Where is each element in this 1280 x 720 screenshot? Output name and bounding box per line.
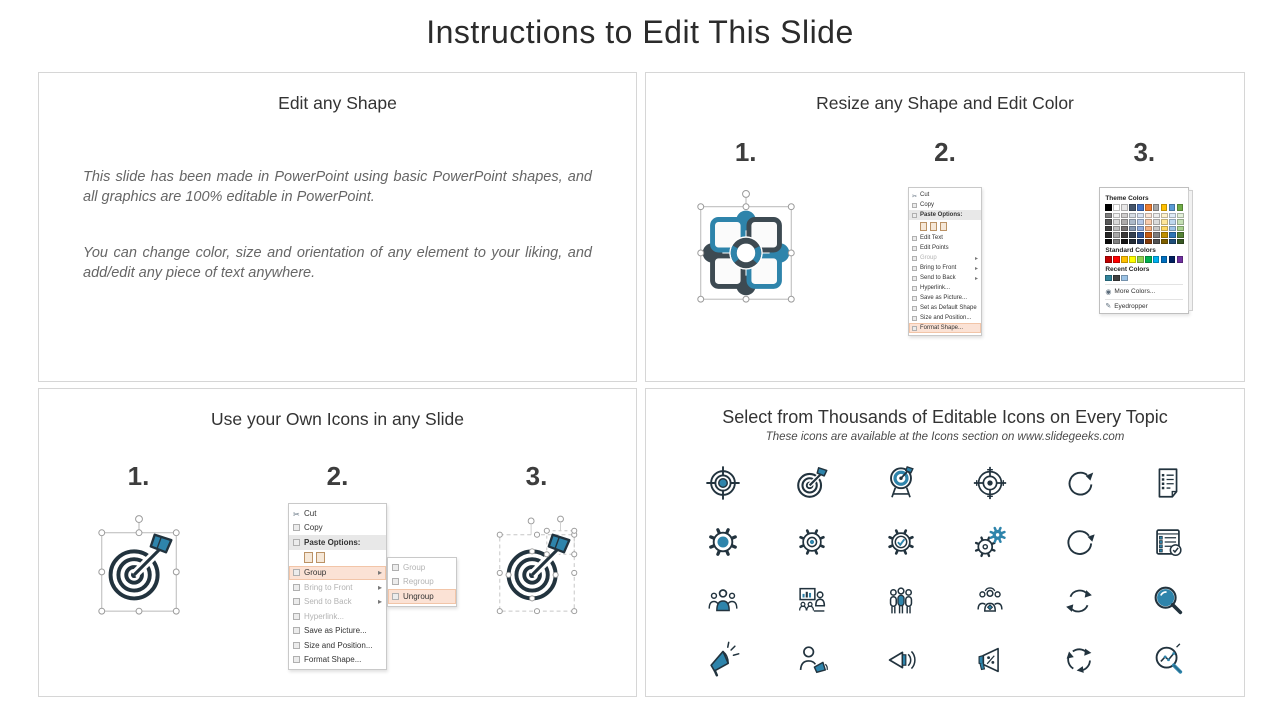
color-swatch[interactable]	[1105, 256, 1111, 263]
icon-library-title: Select from Thousands of Editable Icons on Every Topic	[722, 407, 1168, 427]
menu-item-copy[interactable]: Copy	[289, 521, 386, 536]
target-focus-icon[interactable]	[703, 463, 743, 503]
submenu-arrow-icon: ▸	[974, 265, 978, 272]
menu-item-size-and-position[interactable]: Size and Position...	[909, 313, 981, 323]
color-swatch[interactable]	[1105, 232, 1112, 238]
promoter-person-icon[interactable]	[792, 640, 832, 680]
paste-option-icon[interactable]	[930, 222, 937, 231]
edit-points-icon	[912, 246, 917, 251]
menu-item-send-to-back[interactable]: Send to Back ▸	[289, 595, 386, 610]
process-cycle-icon[interactable]	[1059, 640, 1099, 680]
team-discussion-icon[interactable]	[970, 581, 1010, 621]
loudspeaker-icon[interactable]	[881, 640, 921, 680]
group-icon	[293, 569, 300, 576]
staff-group-icon[interactable]	[881, 581, 921, 621]
size-and-position-icon	[912, 316, 917, 321]
menu-item-paste-options[interactable]: Paste Options:	[289, 535, 386, 550]
color-swatch[interactable]	[1137, 232, 1144, 238]
paste-options-icon	[912, 213, 917, 218]
copy-icon	[912, 203, 917, 208]
submenu-arrow-icon: ▸	[377, 597, 382, 607]
magnifier-icon[interactable]	[1148, 581, 1188, 621]
menu-item-hyperlink[interactable]: Hyperlink...	[909, 283, 981, 293]
menu-item-size-and-position[interactable]: Size and Position...	[289, 638, 386, 653]
color-swatch[interactable]	[1121, 232, 1128, 238]
target-icon-ungrouped[interactable]	[488, 509, 586, 634]
target-crosshair-icon[interactable]	[970, 463, 1010, 503]
color-swatch[interactable]	[1161, 256, 1167, 263]
color-swatch[interactable]	[1177, 239, 1184, 245]
more-colors-item[interactable]: ◉ More Colors...	[1105, 284, 1183, 296]
menu-item-copy[interactable]: Copy	[909, 200, 981, 210]
color-swatch[interactable]	[1161, 232, 1168, 238]
team-meeting-icon[interactable]	[703, 581, 743, 621]
color-swatch[interactable]	[1153, 219, 1160, 225]
gear-check-icon[interactable]	[881, 522, 921, 562]
color-swatch[interactable]	[1169, 219, 1176, 225]
color-swatch[interactable]	[1137, 256, 1143, 263]
color-swatch[interactable]	[1161, 219, 1168, 225]
resize-step-3	[1045, 137, 1244, 336]
rotate-arrow-icon[interactable]	[1059, 463, 1099, 503]
menu-item-group[interactable]: Group ▸	[909, 253, 981, 263]
menu-item-paste-options[interactable]: Paste Options:	[909, 210, 981, 220]
hyperlink-icon	[293, 613, 300, 620]
color-swatch[interactable]	[1129, 213, 1136, 219]
target-dart-icon[interactable]	[792, 463, 832, 503]
color-swatch[interactable]	[1137, 213, 1144, 219]
send-to-back-icon	[293, 598, 300, 605]
paste-option-icon[interactable]	[940, 222, 947, 231]
color-swatch[interactable]	[1153, 213, 1160, 219]
color-swatch[interactable]	[1177, 226, 1184, 232]
step-number-2: 2.	[934, 137, 956, 167]
announcement-megaphone-icon[interactable]	[703, 640, 743, 680]
menu-item-edit-points[interactable]: Edit Points	[909, 243, 981, 253]
theme-colors-label: Theme Colors	[1105, 195, 1149, 202]
discount-announcement-icon[interactable]	[970, 640, 1010, 680]
slide-title: Instructions to Edit This Slide	[426, 14, 854, 50]
menu-item-format-shape[interactable]: Format Shape...	[289, 653, 386, 668]
color-swatch[interactable]	[1169, 204, 1175, 211]
shape-context-menu	[908, 187, 982, 336]
color-swatch[interactable]	[1153, 256, 1159, 263]
gear-pair-icon[interactable]	[970, 522, 1010, 562]
color-swatch[interactable]	[1121, 239, 1128, 245]
color-swatch[interactable]	[1113, 275, 1120, 282]
color-swatch[interactable]	[1113, 239, 1120, 245]
set-as-default-shape-icon	[912, 306, 917, 311]
paste-options-icons[interactable]	[289, 550, 386, 566]
step-number-1: 1.	[127, 461, 150, 491]
color-swatch[interactable]	[1145, 256, 1151, 263]
color-swatch[interactable]	[1105, 213, 1112, 219]
send-to-back-icon	[912, 276, 917, 281]
color-swatch[interactable]	[1121, 213, 1128, 219]
color-swatch[interactable]	[1177, 232, 1184, 238]
submenu-arrow-icon: ▸	[974, 275, 978, 282]
own-icons-step-2	[238, 461, 437, 670]
paste-option-icon[interactable]	[920, 222, 927, 231]
scissors-icon: ✂	[911, 193, 918, 200]
submenu-arrow-icon: ▸	[377, 582, 382, 592]
save-as-picture-icon	[293, 627, 300, 634]
menu-item-save-as-picture[interactable]: Save as Picture...	[289, 624, 386, 639]
color-swatch[interactable]	[1169, 213, 1176, 219]
color-swatch[interactable]	[1161, 226, 1168, 232]
paste-options-icons[interactable]	[909, 220, 981, 233]
color-swatch[interactable]	[1137, 226, 1144, 232]
color-swatch[interactable]	[1169, 226, 1176, 232]
color-swatch[interactable]	[1177, 204, 1183, 211]
panel-resize-shape	[645, 72, 1245, 382]
bring-to-front-icon	[293, 584, 300, 591]
color-swatch[interactable]	[1169, 239, 1176, 245]
presentation-training-icon[interactable]	[792, 581, 832, 621]
bring-to-front-icon	[912, 266, 917, 271]
save-as-picture-icon	[912, 296, 917, 301]
recent-colors-label: Recent Colors	[1105, 265, 1150, 273]
color-swatch[interactable]	[1129, 256, 1135, 263]
step-number-1: 1.	[734, 137, 757, 167]
theme-colors-row	[1105, 204, 1183, 211]
color-swatch[interactable]	[1161, 213, 1168, 219]
color-swatch[interactable]	[1113, 256, 1119, 263]
copy-icon	[293, 524, 300, 531]
step-number-2: 2.	[326, 461, 349, 491]
resize-step-1	[646, 137, 845, 336]
color-swatch[interactable]	[1121, 256, 1127, 263]
color-swatch[interactable]	[1129, 219, 1136, 225]
format-shape-icon	[912, 326, 917, 331]
sync-arrows-icon[interactable]	[1059, 581, 1099, 621]
submenu-arrow-icon: ▸	[377, 568, 382, 578]
resize-steps	[646, 137, 1244, 336]
color-swatch[interactable]	[1113, 213, 1120, 219]
format-shape-icon	[293, 656, 300, 663]
paste-options-icon	[293, 539, 300, 546]
panel-edit-shape	[38, 72, 637, 382]
edit-shape-paragraph-2: You can change color, size and orientation of any element to your liking, and add/edit any piece of text anywhere.	[83, 245, 592, 281]
standard-colors-row	[1105, 256, 1183, 263]
color-swatch[interactable]	[1105, 226, 1112, 232]
menu-item-cut[interactable]: ✂ Cut	[293, 508, 317, 519]
edit-shape-paragraph-1: This slide has been made in PowerPoint using basic PowerPoint shapes, and all graphics are 100% editable in PowerPoint.	[83, 169, 592, 205]
color-swatch[interactable]	[1153, 226, 1160, 232]
color-swatch[interactable]	[1105, 219, 1112, 225]
color-swatch[interactable]	[1169, 256, 1175, 263]
step-number-3: 3.	[1133, 137, 1156, 167]
color-swatch[interactable]	[1145, 213, 1152, 219]
menu-item-format-shape[interactable]: Format Shape...	[909, 323, 981, 333]
group-icon	[912, 256, 917, 261]
color-wheel-icon: ◉	[1105, 288, 1112, 296]
icon-context-menu	[288, 503, 387, 670]
color-swatch[interactable]	[1137, 204, 1143, 211]
hyperlink-icon	[912, 286, 917, 291]
checklist-approved-icon[interactable]	[1148, 522, 1188, 562]
ungroup-icon	[392, 593, 399, 600]
color-swatch[interactable]	[1105, 275, 1112, 282]
color-swatch[interactable]	[1153, 204, 1159, 211]
gear-solid-icon[interactable]	[703, 522, 743, 562]
color-swatch[interactable]	[1169, 232, 1176, 238]
color-swatch[interactable]	[1177, 213, 1184, 219]
color-swatch[interactable]	[1145, 232, 1152, 238]
menu-item-hyperlink[interactable]: Hyperlink...	[289, 609, 386, 624]
menu-item-set-as-default-shape[interactable]: Set as Default Shape	[909, 303, 981, 313]
color-swatch[interactable]	[1145, 239, 1152, 245]
color-swatch[interactable]	[1121, 275, 1128, 282]
icon-library-subtitle: These icons are available at the Icons section on www.slidegeeks.com	[765, 431, 1125, 443]
paste-option-icon[interactable]	[316, 552, 325, 563]
color-swatch[interactable]	[1153, 239, 1160, 245]
color-swatch[interactable]	[1145, 219, 1152, 225]
color-swatch[interactable]	[1121, 219, 1128, 225]
own-icons-title: Use your Own Icons in any Slide	[211, 409, 464, 429]
color-swatch[interactable]	[1105, 204, 1111, 211]
color-swatch[interactable]	[1121, 204, 1127, 211]
group-submenu	[387, 557, 457, 607]
menu-item-ungroup[interactable]: Ungroup	[388, 589, 456, 604]
menu-item-regroup[interactable]: Regroup	[388, 575, 456, 590]
menu-item-bring-to-front[interactable]: Bring to Front ▸	[909, 263, 981, 273]
color-swatch[interactable]	[1105, 239, 1112, 245]
eyedropper-item[interactable]: ✎ Eyedropper	[1105, 299, 1183, 311]
color-swatch[interactable]	[1113, 226, 1120, 232]
menu-item-save-as-picture[interactable]: Save as Picture...	[909, 293, 981, 303]
panel-own-icons	[38, 388, 637, 697]
rotation-handle	[742, 190, 749, 197]
color-swatch[interactable]	[1129, 226, 1136, 232]
own-icons-steps	[39, 461, 636, 670]
color-swatch[interactable]	[1161, 204, 1167, 211]
menu-item-cut[interactable]: ✂ Cut	[911, 192, 930, 200]
edit-text-icon	[912, 236, 917, 241]
panel-icon-library	[645, 388, 1245, 697]
color-swatch[interactable]	[1177, 256, 1183, 263]
color-swatch[interactable]	[1129, 239, 1136, 245]
color-swatch[interactable]	[1145, 204, 1151, 211]
color-swatch[interactable]	[1145, 226, 1152, 232]
color-swatch[interactable]	[1121, 226, 1128, 232]
selected-shape-graphic[interactable]	[685, 185, 807, 320]
own-icons-step-1	[39, 461, 238, 670]
color-swatch[interactable]	[1113, 232, 1120, 238]
regroup-icon	[392, 578, 399, 585]
resize-step-2	[845, 137, 1044, 336]
paste-option-icon[interactable]	[304, 552, 313, 563]
color-picker	[1099, 187, 1189, 314]
color-swatch[interactable]	[1113, 204, 1119, 211]
submenu-arrow-icon: ▸	[974, 255, 978, 262]
menu-item-group[interactable]: Group	[388, 560, 456, 575]
own-icons-step-3	[437, 461, 636, 670]
menu-item-send-to-back[interactable]: Send to Back ▸	[909, 273, 981, 283]
color-swatch[interactable]	[1137, 219, 1144, 225]
standard-colors-label: Standard Colors	[1105, 247, 1156, 254]
menu-item-bring-to-front[interactable]: Bring to Front ▸	[289, 580, 386, 595]
step-number-3: 3.	[525, 461, 548, 491]
color-swatch[interactable]	[1153, 232, 1160, 238]
edit-shape-title: Edit any Shape	[278, 93, 397, 113]
icon-grid	[678, 453, 1212, 689]
search-analytics-icon[interactable]	[1148, 640, 1188, 680]
target-icon-selected[interactable]	[90, 509, 188, 634]
task-document-icon[interactable]	[1148, 463, 1188, 503]
scissors-icon: ✂	[293, 509, 300, 519]
resize-shape-title: Resize any Shape and Edit Color	[816, 93, 1074, 113]
gear-core-icon[interactable]	[792, 522, 832, 562]
color-swatch[interactable]	[1137, 239, 1144, 245]
color-swatch[interactable]	[1129, 204, 1135, 211]
refresh-circle-icon[interactable]	[1059, 522, 1099, 562]
theme-variants-grid	[1105, 213, 1183, 245]
menu-item-edit-text[interactable]: Edit Text	[909, 233, 981, 243]
color-swatch[interactable]	[1113, 219, 1120, 225]
dartboard-winner-icon[interactable]	[881, 463, 921, 503]
recent-colors-row	[1105, 275, 1183, 282]
color-swatch[interactable]	[1177, 219, 1184, 225]
color-swatch[interactable]	[1129, 232, 1136, 238]
group-icon	[392, 564, 399, 571]
color-swatch[interactable]	[1161, 239, 1168, 245]
menu-item-group[interactable]: Group ▸	[289, 566, 386, 581]
eyedropper-icon: ✎	[1105, 303, 1112, 310]
size-and-position-icon	[293, 642, 300, 649]
